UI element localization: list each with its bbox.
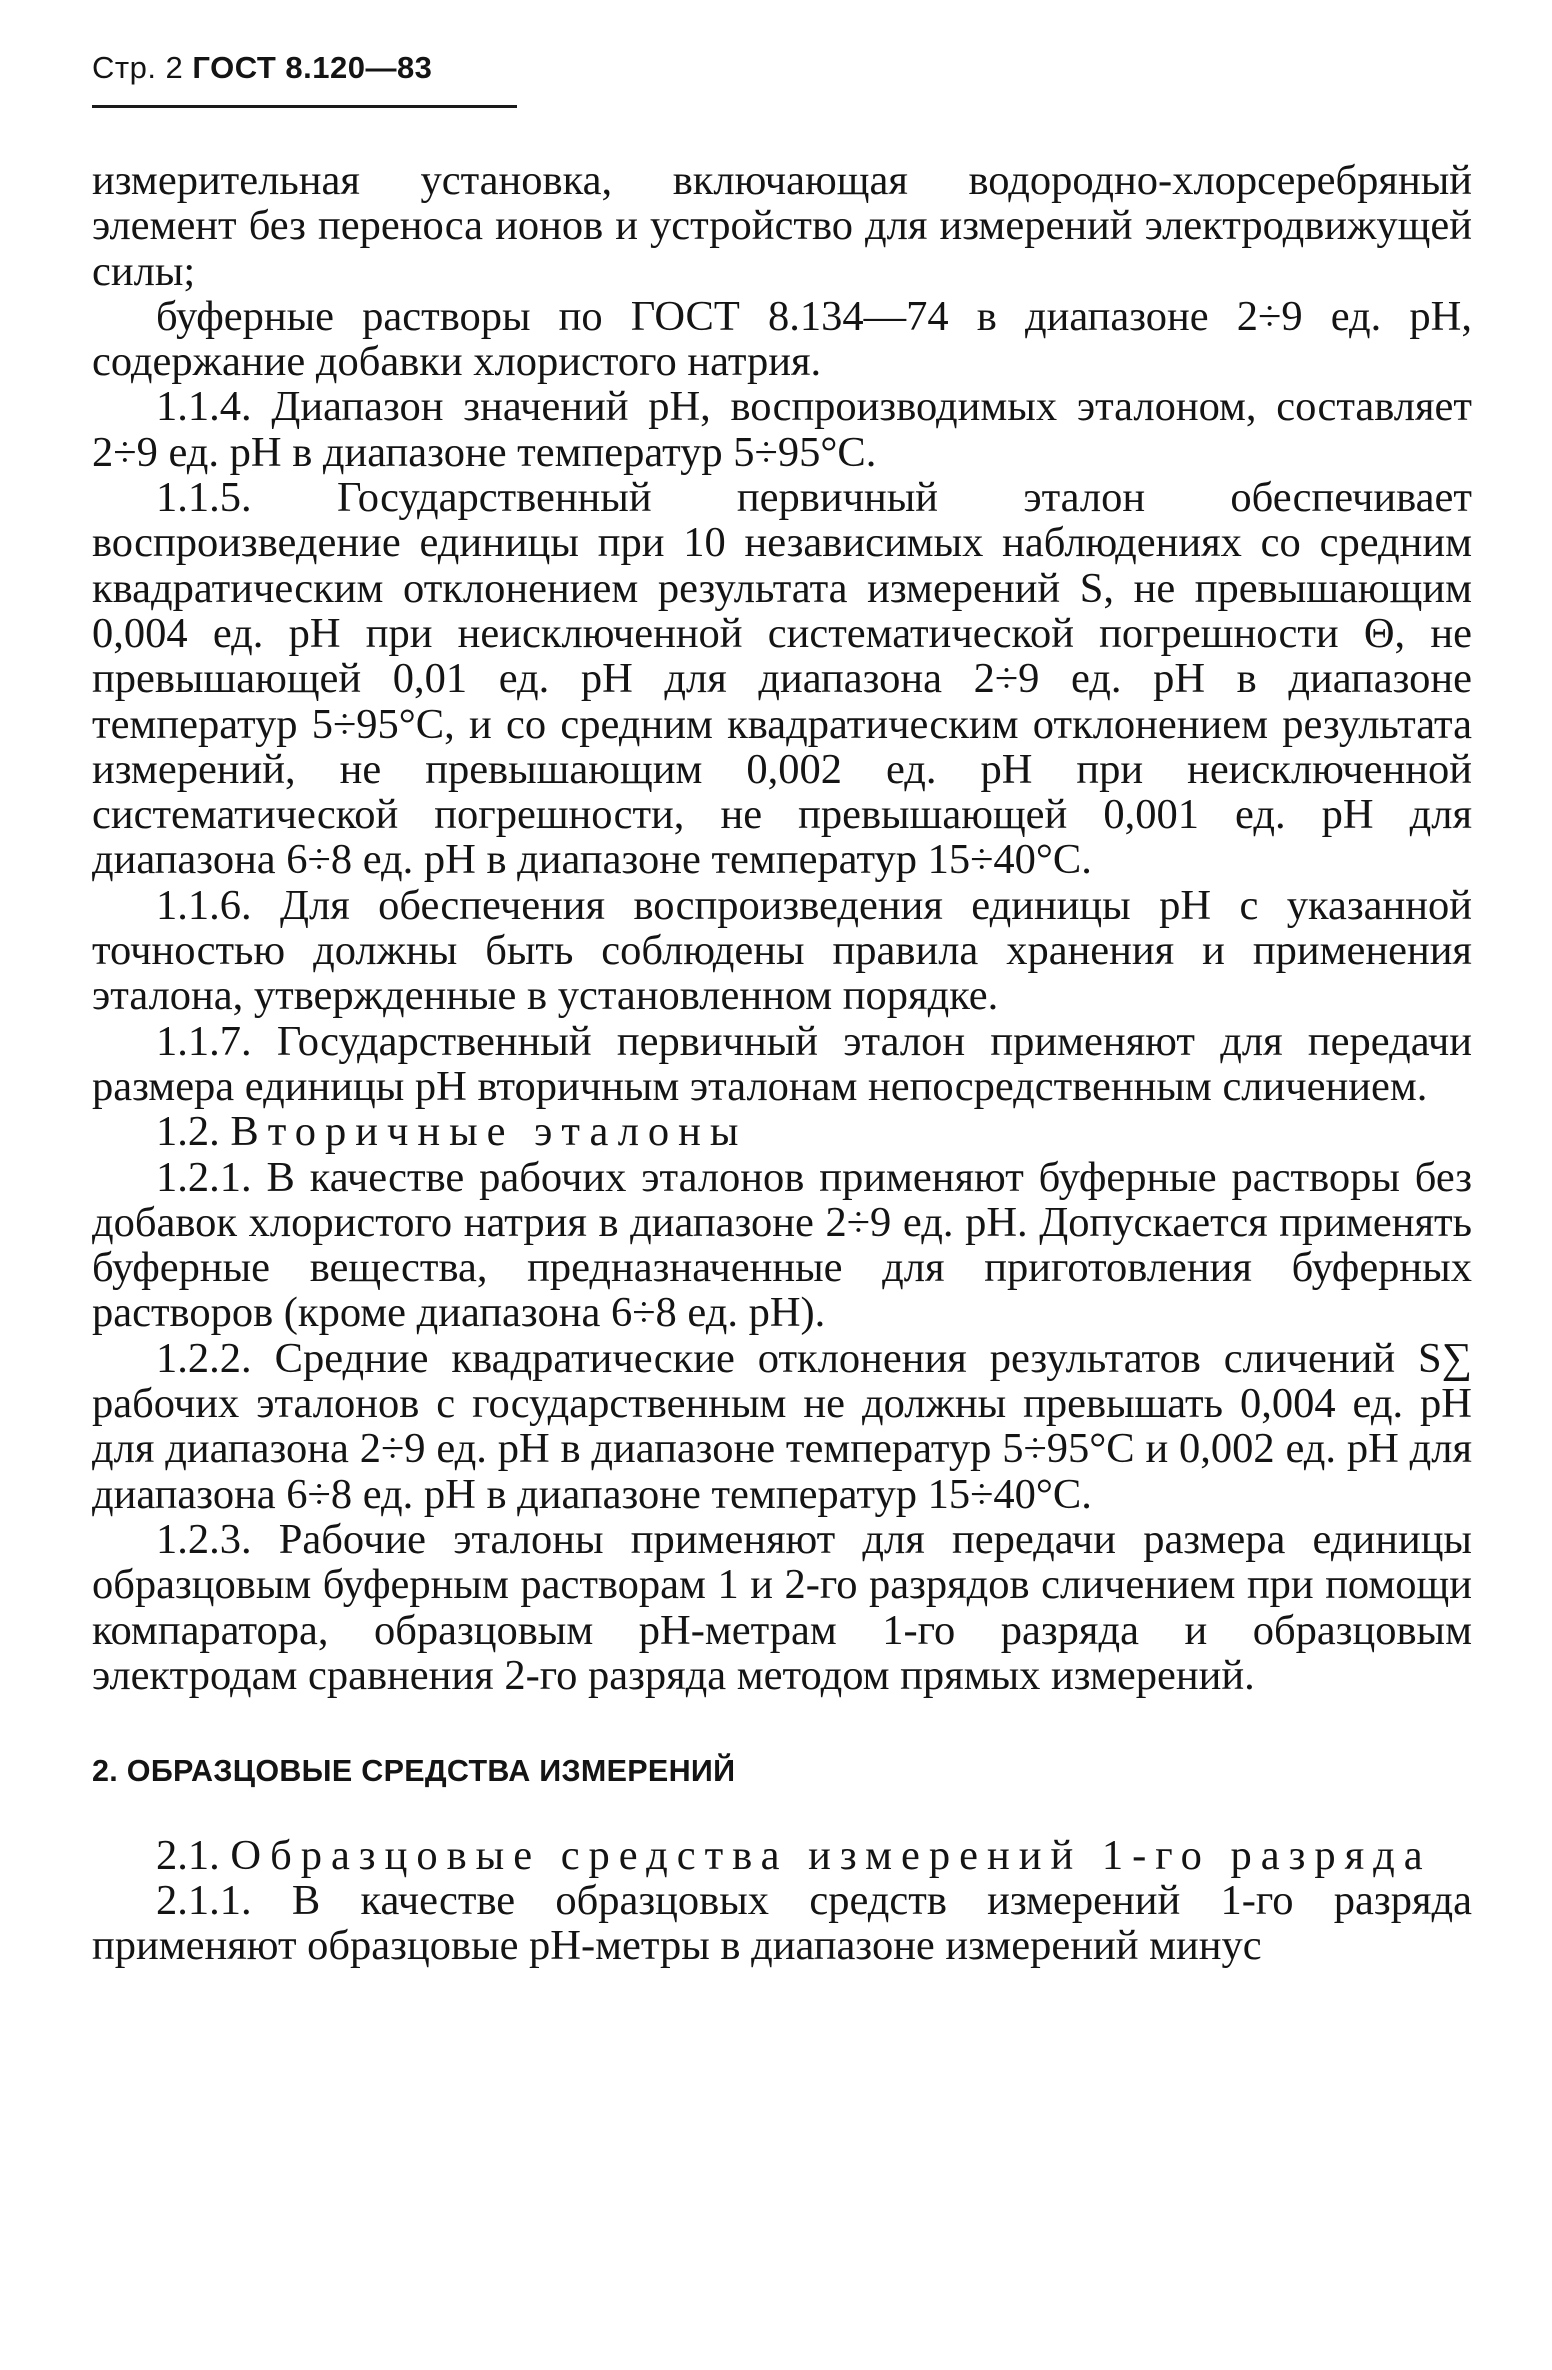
paragraph-1-2-1: 1.2.1. В качестве рабочих эталонов применяют буферные растворы без добавок хлористого натрия в диапазоне 2÷9 ед. pH. Допускается применять буферные вещества, предназначенные для приготовления буферных растворов (кроме диапазона 6÷8 ед. pH).	[92, 1153, 1472, 1337]
section-heading-2	[92, 1756, 1472, 1787]
subsection-heading-2-1	[92, 1833, 1472, 1878]
subsection-title: Вторичные эталоны	[230, 1108, 748, 1156]
paragraph-1-1-6: 1.1.6. Для обеспечения воспроизведения единицы pH с указанной точностью должны быть соблюдены правила хранения и применения эталона, утвержденные в установленном порядке.	[92, 881, 1472, 1020]
section-title-text: 2. ОБРАЗЦОВЫЕ СРЕДСТВА ИЗМЕРЕНИЙ	[92, 1754, 736, 1789]
header-divider	[92, 105, 517, 108]
subsection-number: 1.2.	[156, 1108, 220, 1156]
paragraph-1-2-2: 1.2.2. Средние квадратические отклонения результатов сличений S∑ рабочих эталонов с государственным не должны превышать 0,004 ед. pH для диапазона 2÷9 ед. pH в диапазоне температур 5÷95°С и 0,002 ед. pH для диапазона 6÷8 ед. pH в диапазоне температур 15÷40°С.	[92, 1334, 1472, 1518]
standard-number: ГОСТ 8.120—83	[192, 50, 433, 85]
page-header	[92, 52, 1472, 83]
page-number: Стр. 2	[92, 50, 184, 85]
paragraph-1-2-3: 1.2.3. Рабочие эталоны применяют для передачи размера единицы образцовым буферным растворам 1 и 2-го разрядов сличением при помощи компаратора, образцовым pH-метрам 1-го разряда и образцовым электродам сравнения 2-го разряда методом прямых измерений.	[92, 1515, 1472, 1699]
paragraph-1-1-7: 1.1.7. Государственный первичный эталон применяют для передачи размера единицы pH вторичным эталонам непосредственным сличением.	[92, 1017, 1472, 1110]
paragraph-buffer-solutions: буферные растворы по ГОСТ 8.134—74 в диапазоне 2÷9 ед. pH, содержание добавки хлористого натрия.	[92, 292, 1472, 386]
document-body	[92, 158, 1472, 1968]
paragraph-1-1-5: 1.1.5. Государственный первичный эталон обеспечивает воспроизведение единицы при 10 независимых наблюдениях со средним квадратическим отклонением результата измерений S, не превышающим 0,004 ед. pH при неисключенной систематической погрешности Θ, не превышающей 0,01 ед. pH для диапазона 2÷9 ед. pH в диапазоне температур 5÷95°С, и со средним квадратическим отклонением результата измерений, не превышающим 0,002 ед. pH при неисключенной систематической погрешности, не превышающей 0,001 ед. pH для диапазона 6÷8 ед. pH в диапазоне температур 15÷40°С.	[92, 474, 1472, 884]
subsection-number: 2.1.	[156, 1831, 220, 1879]
paragraph-2-1-1: 2.1.1. В качестве образцовых средств измерений 1-го разряда применяют образцовые pH-метры в диапазоне измерений минус	[92, 1876, 1472, 1970]
paragraph-1-1-4: 1.1.4. Диапазон значений pH, воспроизводимых эталоном, составляет 2÷9 ед. pH в диапазоне температур 5÷95°С.	[92, 383, 1472, 476]
subsection-title: Образцовые средства измерений 1-го разряда	[230, 1831, 1432, 1879]
subsection-heading-1-2	[92, 1109, 1472, 1154]
paragraph-equipment-list: измерительная установка, включающая водородно-хлорсеребряный элемент без переноса ионов и устройство для измерений электродвижущей силы;	[92, 157, 1472, 295]
